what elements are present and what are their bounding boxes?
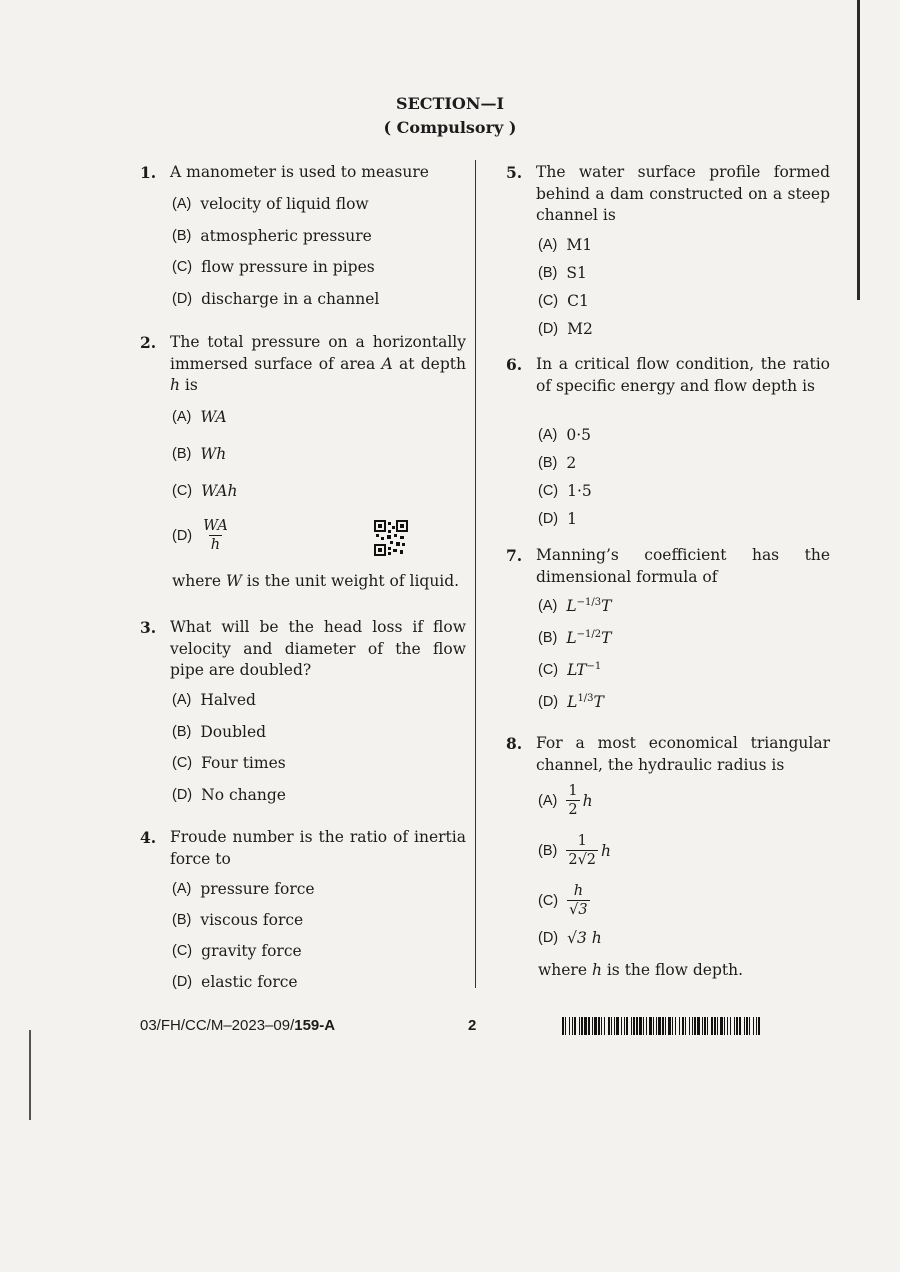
question-text: The total pressure on a horizontally immersed surface of area A at depth h is [170,333,466,394]
option-text: flow pressure in pipes [201,258,375,276]
option-label: (D) [172,528,193,544]
fraction: $\frac{h}{√3}$ [569,883,588,918]
option-d[interactable] [538,320,593,338]
option-label: (A) [172,692,192,708]
option-label: (D) [538,511,559,527]
page-edge-mark [29,1030,31,1120]
option-label: (A) [538,598,558,615]
option-a[interactable] [538,236,592,254]
option-text: elastic force [201,973,298,991]
question-stem [140,617,466,682]
option-label: (C) [172,755,193,771]
option-label: (A) [172,881,192,897]
option-d[interactable] [538,693,604,711]
question-stem [140,332,466,397]
question-number: 5. [506,163,523,182]
section-subtitle: ( Compulsory ) [383,118,517,137]
option-label: (B) [172,912,192,928]
option-d[interactable] [172,786,286,804]
question-text: For a most economical triangular channel, the hydraulic radius is [536,734,830,774]
fraction: $\frac{WA}{h}$ [203,518,228,553]
option-label: (D) [172,787,193,803]
option-label: (C) [172,943,193,959]
option-label: (D) [538,930,559,946]
option-label: (D) [172,291,193,307]
section-title: SECTION—I [396,94,504,113]
option-label: (B) [172,724,192,740]
question-text: The water surface profile formed behind a dam constructed on a steep channel is [536,163,830,224]
question-stem [140,827,466,870]
option-a[interactable]: (A) $\frac{1}{2}$ h [538,783,593,818]
option-label: (A) [172,409,192,425]
question-stem [506,545,830,588]
barcode-icon [562,1017,762,1035]
option-b[interactable] [172,723,266,741]
option-d[interactable] [538,929,602,947]
question-text: What will be the head loss if flow velocity and diameter of the flow pipe are doubled? [170,618,466,679]
option-a[interactable] [172,195,369,213]
option-text: discharge in a channel [201,290,380,308]
option-label: (C) [538,293,559,309]
question-3 [140,617,466,804]
option-d[interactable] [172,518,233,554]
option-b[interactable]: (B) $\frac{1}{2√2}$ h [538,833,612,868]
question-number: 2. [140,333,157,352]
option-label: (C) [538,662,559,679]
option-a[interactable] [538,426,591,444]
option-formula: $L^{1/3}T$ [567,693,604,712]
question-4 [140,827,466,991]
option-text: M1 [566,236,593,254]
paper-code: 03/FH/CC/M–2023–09/159-A [140,1017,336,1034]
column-divider [475,160,476,988]
option-text: Doubled [200,723,267,741]
option-text: Wh [200,445,227,463]
option-text: 0·5 [566,426,591,444]
option-label: (C) [172,259,193,275]
option-label: (A) [538,427,558,443]
option-label: (A) [538,793,558,809]
question-stem [506,162,830,227]
option-text: √3 h [567,929,602,947]
fraction: $\frac{1}{2√2}$ [568,833,597,868]
option-label: (A) [172,196,192,212]
option-b[interactable] [172,445,226,463]
question-text: Manning’s coefficient has the dimensional formula of [536,546,830,586]
option-d[interactable] [172,973,298,991]
fraction: $\frac{1}{2}$ [568,783,578,818]
option-label: (B) [538,455,558,471]
option-label: (B) [538,843,558,859]
question-text: In a critical flow condition, the ratio of specific energy and flow depth is [536,355,830,395]
option-label: (C) [538,893,559,909]
option-label: (D) [538,321,559,337]
option-d[interactable] [172,290,379,308]
question-note: where W is the unit weight of liquid. [172,572,460,590]
option-b[interactable] [538,454,576,472]
question-2 [140,332,466,590]
option-label: (D) [172,974,193,990]
question-8 [506,733,830,979]
option-label: (B) [538,630,558,647]
question-number: 6. [506,355,523,374]
option-d[interactable] [538,510,577,528]
question-note: where h is the flow depth. [538,961,744,979]
option-c[interactable] [172,482,237,500]
option-text: viscous force [200,911,304,929]
option-c[interactable] [172,258,375,276]
question-stem [140,162,466,184]
option-c[interactable] [538,661,601,679]
option-formula: $L^{-1/3}T$ [566,597,612,616]
option-label: (B) [172,446,192,462]
option-label: (C) [172,483,193,499]
option-label: (B) [538,265,558,281]
option-text: WAh [201,482,238,500]
option-c[interactable] [538,883,593,919]
option-b[interactable] [538,629,611,647]
question-number: 8. [506,734,523,753]
option-text: C1 [567,292,589,310]
option-text: 2 [566,454,577,472]
option-text: WA [200,408,227,426]
question-number: 3. [140,618,157,637]
question-text: A manometer is used to measure [170,163,429,181]
option-b[interactable] [172,227,372,245]
question-stem [506,354,830,397]
question-text: Froude number is the ratio of inertia force to [170,828,466,868]
option-text: Halved [200,691,256,709]
option-a[interactable] [172,691,256,709]
qr-code-icon [374,520,408,556]
option-text: 1·5 [567,482,592,500]
option-a[interactable] [172,408,227,426]
option-b[interactable] [538,264,587,282]
page-number: 2 [468,1017,477,1034]
option-label: (C) [538,483,559,499]
question-number: 4. [140,828,157,847]
option-label: (A) [538,237,558,253]
option-a[interactable] [538,597,611,615]
option-text: gravity force [201,942,302,960]
question-7 [506,545,830,712]
option-formula: $L^{-1/2}T$ [566,629,612,648]
question-1 [140,162,466,308]
option-text: velocity of liquid flow [200,195,369,213]
option-label: (B) [172,228,192,244]
option-text: pressure force [200,880,315,898]
page-edge-shadow [857,0,860,300]
option-c[interactable] [538,482,592,500]
question-stem [506,733,830,776]
option-text: 1 [567,510,578,528]
question-6 [506,354,830,528]
option-text: atmospheric pressure [200,227,372,245]
option-text: No change [201,786,286,804]
option-text: Four times [201,754,286,772]
option-b[interactable] [172,911,303,929]
option-a[interactable] [172,880,315,898]
question-5 [506,162,830,338]
option-formula: $LT^{-1}$ [567,661,602,680]
option-text: M2 [567,320,593,338]
option-c[interactable] [172,942,302,960]
question-number: 7. [506,546,523,565]
option-label: (D) [538,694,559,711]
option-c[interactable] [172,754,286,772]
option-c[interactable] [538,292,589,310]
option-text: S1 [566,264,587,282]
question-number: 1. [140,163,157,182]
